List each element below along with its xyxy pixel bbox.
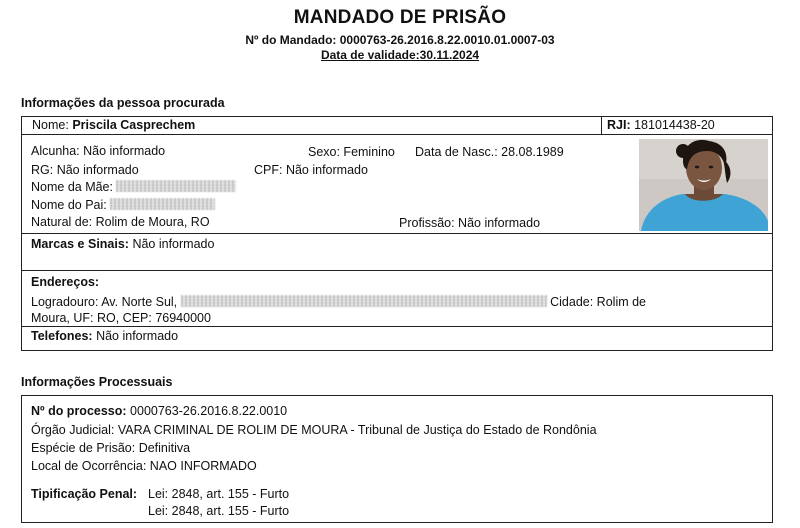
- address-street: Logradouro: Av. Norte Sul,: [31, 295, 178, 309]
- divider-details: [21, 233, 773, 234]
- process-number-value: 0000763-26.2016.8.22.0010: [130, 404, 288, 418]
- rji-value: 181014438-20: [634, 118, 715, 132]
- name-value: Priscila Casprechem: [72, 118, 196, 132]
- rg-field: RG: Não informado: [31, 163, 139, 177]
- address-city: Cidade: Rolim de: [550, 295, 647, 309]
- rji-label: RJI:: [607, 118, 631, 132]
- father-name-field: [31, 198, 215, 212]
- father-name-label: Nome do Pai:: [31, 198, 107, 212]
- phones-value: Não informado: [96, 329, 179, 343]
- phones-label: Telefones:: [31, 329, 93, 343]
- marks-field: [31, 237, 214, 251]
- sexo-field: Sexo: Feminino: [308, 145, 395, 159]
- phones-field: [31, 329, 178, 343]
- penal-typification-item: Lei: 2848, art. 155 - Furto: [148, 487, 290, 501]
- person-section-heading: Informações da pessoa procurada: [21, 96, 225, 110]
- person-photo-image: [639, 139, 768, 231]
- address-line-2: Moura, UF: RO, CEP: 76940000: [31, 311, 211, 325]
- penal-typification-label: [31, 487, 137, 501]
- court-field: Órgão Judicial: VARA CRIMINAL DE ROLIM DE MOURA - Tribunal de Justiça do Estado de Rondônia: [31, 423, 597, 437]
- address-line-1: [31, 295, 646, 309]
- mother-name-label: Nome da Mãe:: [31, 180, 113, 194]
- warrant-number: Nº do Mandado: 0000763-26.2016.8.22.0010.01.0007-03: [245, 33, 555, 47]
- person-photo: [639, 139, 768, 231]
- profissao-field: Profissão: Não informado: [399, 216, 541, 230]
- redacted-father-name: [110, 198, 215, 210]
- validity-date: Data de validade:30.11.2024: [320, 48, 480, 62]
- process-number-field: [31, 404, 287, 418]
- addresses-label-text: Endereços:: [31, 275, 100, 289]
- occurrence-location-field: Local de Ocorrência: NAO INFORMADO: [31, 459, 257, 473]
- divider-rji: [601, 116, 602, 134]
- alcunha-field: Alcunha: Não informado: [31, 144, 166, 158]
- birth-date-field: Data de Nasc.: 28.08.1989: [415, 145, 564, 159]
- divider-name-row: [21, 134, 773, 135]
- redacted-address: [181, 295, 547, 307]
- natural-field: Natural de: Rolim de Moura, RO: [31, 215, 210, 229]
- addresses-label: [31, 275, 99, 289]
- divider-marks: [21, 270, 773, 271]
- marks-label: Marcas e Sinais:: [31, 237, 129, 251]
- name-field: [32, 118, 195, 132]
- penal-typification-label-text: Tipificação Penal:: [31, 487, 138, 501]
- rji-field: [607, 118, 715, 132]
- name-label: Nome:: [32, 118, 69, 132]
- process-number-label: Nº do processo:: [31, 404, 127, 418]
- marks-value: Não informado: [132, 237, 215, 251]
- document-title: MANDADO DE PRISÃO: [293, 7, 507, 28]
- penal-typification-item: Lei: 2848, art. 155 - Furto: [148, 504, 290, 518]
- process-section-heading: Informações Processuais: [21, 375, 173, 389]
- mother-name-field: [31, 180, 236, 194]
- cpf-field: CPF: Não informado: [254, 163, 368, 177]
- divider-address: [21, 326, 773, 327]
- redacted-mother-name: [116, 180, 236, 192]
- prison-type-field: Espécie de Prisão: Definitiva: [31, 441, 191, 455]
